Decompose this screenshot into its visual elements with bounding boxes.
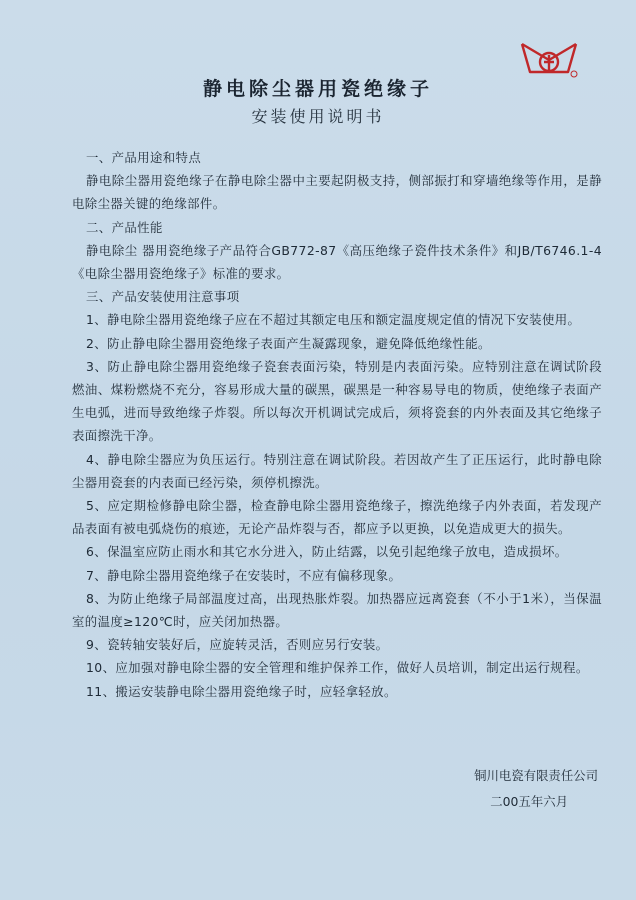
precaution-item: 5、应定期检修静电除尘器，检查静电除尘器用瓷绝缘子，擦洗绝缘子内外表面，若发现产品表面有被电弧烧伤的痕迹，无论产品炸裂与否，都应予以更换，以免造成更大的损失。 [72, 498, 602, 537]
section-heading-performance: 二、产品性能 [86, 219, 163, 235]
section-heading-purpose: 一、产品用途和特点 [86, 150, 202, 165]
section-heading-precautions: 三、产品安装使用注意事项 [86, 289, 240, 305]
precaution-item: 11、搬运安装静电除尘器用瓷绝缘子时，应轻拿轻放。 [86, 683, 397, 699]
document-subtitle: 安装使用说明书 [251, 107, 385, 126]
precaution-item: 7、静电除尘器用瓷绝缘子在安装时，不应有偏移现象。 [86, 567, 402, 583]
signature-company: 铜川电瓷有限责任公司 [474, 768, 598, 783]
precaution-item: 1、静电除尘器用瓷绝缘子应在不超过其额定电压和额定温度规定值的情况下安装使用。 [86, 312, 581, 328]
precaution-item: 8、为防止绝缘子局部温度过高，出现热胀炸裂。加热器应远离瓷套（不小于1米），当保温室的温度≥120℃时，应关闭加热器。 [72, 590, 602, 630]
precaution-item: 6、保温室应防止雨水和其它水分进入，防止结露，以免引起绝缘子放电，造成损坏。 [86, 544, 568, 560]
precaution-item: 2、防止静电除尘器用瓷绝缘子表面产生凝露现象，避免降低绝缘性能。 [86, 335, 491, 351]
document-body [72, 146, 602, 703]
precaution-item: 9、瓷转轴安装好后，应旋转灵活，否则应另行安装。 [86, 637, 389, 653]
section-text-performance: 静电除尘 器用瓷绝缘子产品符合GB772-87《高压绝缘子瓷件技术条件》和JB/T6746.1-4《电除尘器用瓷绝缘子》标准的要求。 [72, 242, 602, 282]
section-text-purpose: 静电除尘器用瓷绝缘子在静电除尘器中主要起阴极支持，侧部振打和穿墙绝缘等作用，是静电除尘器关键的绝缘部件。 [72, 173, 602, 212]
precaution-item: 10、应加强对静电除尘器的安全管理和维护保养工作，做好人员培训，制定出运行规程。 [86, 660, 589, 676]
signature-date: 二00五年六月 [490, 794, 568, 809]
document-title: 静电除尘器用瓷绝缘子 [202, 78, 433, 100]
precaution-item: 4、静电除尘器应为负压运行。特别注意在调试阶段。若因故产生了正压运行，此时静电除尘器用瓷套的内表面已经污染，须停机擦洗。 [72, 451, 602, 490]
precaution-item: 3、防止静电除尘器用瓷绝缘子瓷套表面污染，特别是内表面污染。应特别注意在调试阶段燃油、煤粉燃烧不充分，容易形成大量的碳黑，碳黑是一种容易导电的物质，使绝缘子表面产生电弧，进而导致绝缘子炸裂。所以每次开机调试完成后，须将瓷套的内外表面及其它绝缘子表面擦洗干净。 [72, 358, 602, 444]
